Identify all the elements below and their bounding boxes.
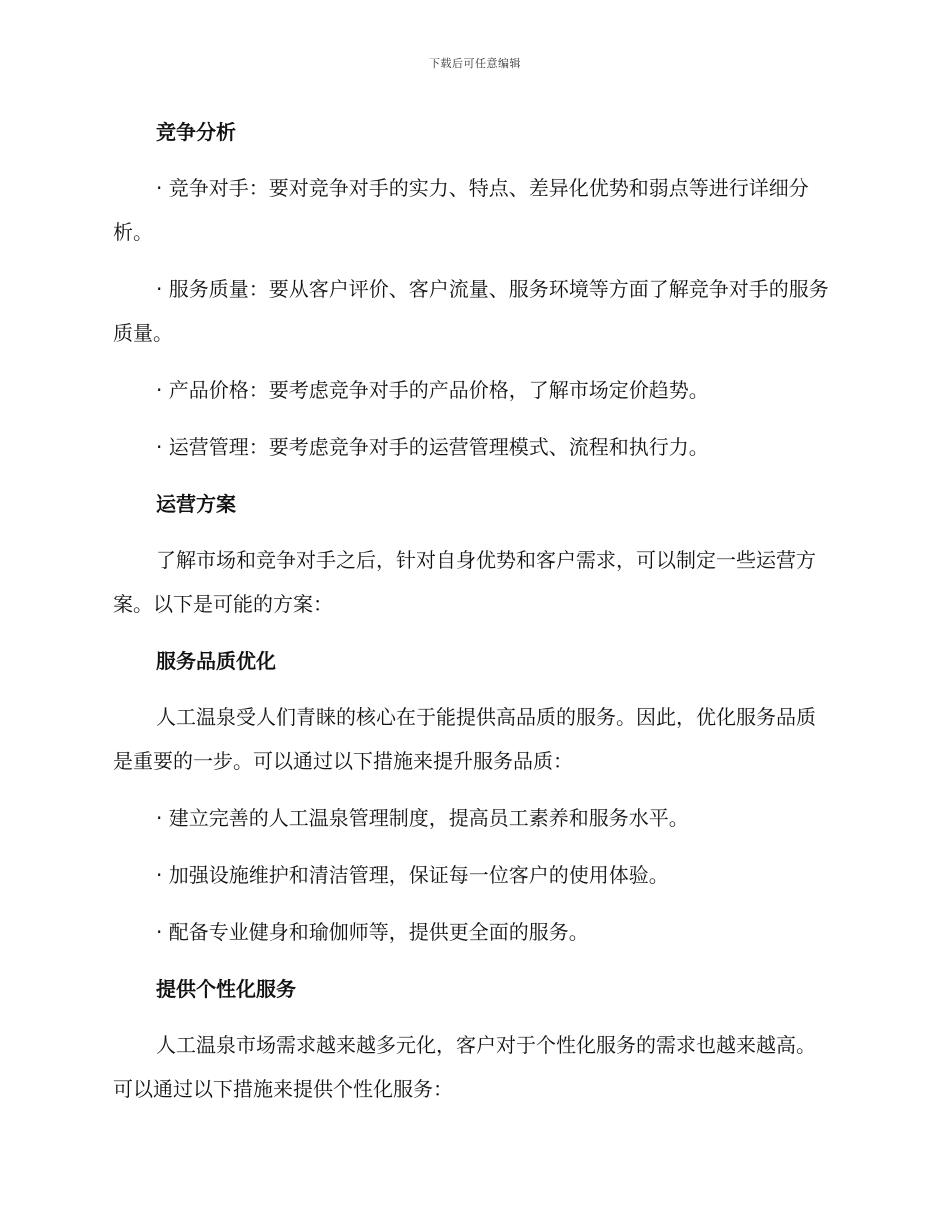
paragraph-operation-plan-intro: 了解市场和竞争对手之后，针对自身优势和客户需求，可以制定一些运营方案。以下是可能的方案：	[113, 548, 816, 616]
header-note: 下载后可任意编辑	[429, 57, 521, 70]
section-heading-service-quality-optimization: 服务品质优化	[156, 649, 276, 673]
paragraph-personalized-service-intro: 人工温泉市场需求越来越多元化，客户对于个性化服务的需求也越来越高。可以通过以下措施来提供个性化服务：	[113, 1033, 816, 1101]
paragraph-product-price: · 产品价格：要考虑竞争对手的产品价格，了解市场定价趋势。	[156, 378, 709, 402]
section-heading-personalized-service: 提供个性化服务	[156, 977, 296, 1001]
paragraph-service-quality-intro: 人工温泉受人们青睐的核心在于能提供高品质的服务。因此，优化服务品质是重要的一步。可以通过以下措施来提升服务品质：	[113, 705, 816, 773]
paragraph-service-quality: · 服务质量：要从客户评价、客户流量、服务环境等方面了解竞争对手的服务质量。	[113, 277, 829, 345]
paragraph-professional-staff: · 配备专业健身和瑜伽师等，提供更全面的服务。	[156, 920, 589, 944]
section-heading-operation-plan: 运营方案	[156, 492, 236, 516]
section-heading-competition: 竞争分析	[156, 120, 236, 144]
paragraph-management-system: · 建立完善的人工温泉管理制度，提高员工素养和服务水平。	[156, 806, 689, 830]
paragraph-facility-maintenance: · 加强设施维护和清洁管理，保证每一位客户的使用体验。	[156, 863, 669, 887]
document-body	[113, 110, 833, 1124]
paragraph-competitors: · 竞争对手：要对竞争对手的实力、特点、差异化优势和弱点等进行详细分析。	[113, 176, 809, 244]
paragraph-operations-management: · 运营管理：要考虑竞争对手的运营管理模式、流程和执行力。	[156, 435, 709, 459]
